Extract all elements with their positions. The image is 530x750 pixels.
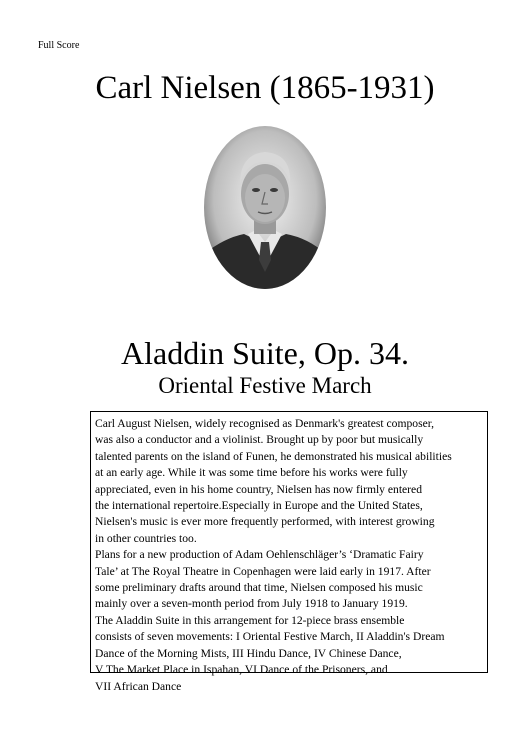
biography-line: at an early age. While it was some time before his works were fully	[95, 466, 408, 480]
biography-line: in other countries too.	[95, 531, 197, 545]
movement-title: Oriental Festive March	[158, 373, 372, 398]
biography-line: was also a conductor and a violinist. Brought up by poor but musically	[95, 433, 424, 447]
biography-line: Plans for a new production of Adam Oehlenschläger’s ‘Dramatic Fairy	[95, 548, 424, 562]
biography-line: talented parents on the island of Funen, he demonstrated his musical abilities	[95, 449, 452, 463]
biography-line: The Aladdin Suite in this arrangement for 12-piece brass ensemble	[95, 613, 405, 627]
biography-line: Tale’ at The Royal Theatre in Copenhagen were laid early in 1917. After	[95, 564, 431, 578]
biography-line: the international repertoire.Especially in Europe and the United States,	[95, 499, 423, 513]
biography-line: some preliminary drafts around that time, Nielsen composed his music	[95, 581, 423, 595]
biography-line: Nielsen's music is ever more frequently performed, with interest growing	[95, 515, 435, 529]
work-title: Aladdin Suite, Op. 34.	[121, 335, 409, 371]
biography-line: consists of seven movements: I Oriental Festive March, II Aladdin's Dream	[95, 630, 445, 644]
score-label: Full Score	[38, 40, 80, 51]
biography-line: mainly over a seven-month period from July 1918 to January 1919.	[95, 597, 408, 611]
composer-title: Carl Nielsen (1865-1931)	[95, 70, 435, 106]
composer-portrait-icon	[204, 126, 326, 289]
biography-line: V The Market Place in Ispahan, VI Dance of the Prisoners, and	[95, 663, 388, 677]
biography-box	[90, 411, 488, 693]
biography-line: VII African Dance	[95, 679, 182, 693]
biography-line: Dance of the Morning Mists, III Hindu Dance, IV Chinese Dance,	[95, 646, 402, 660]
biography-line: Carl August Nielsen, widely recognised as Denmark's greatest composer,	[95, 417, 435, 430]
biography-line: appreciated, even in his home country, Nielsen has now firmly entered	[95, 482, 422, 496]
